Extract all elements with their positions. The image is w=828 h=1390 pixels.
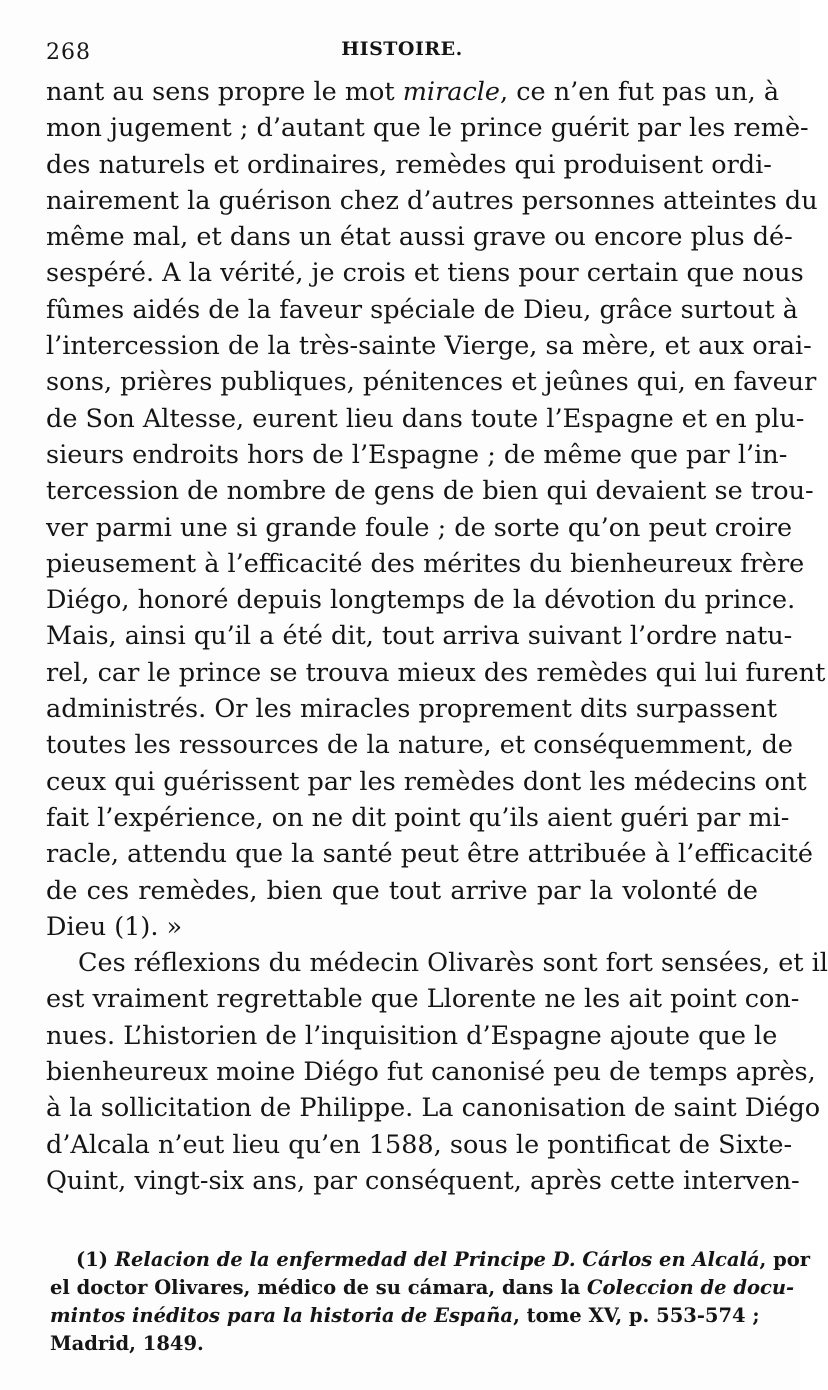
text-line: sieurs endroits hors de l’Espagne ; de même que par l’in- [46, 439, 788, 470]
text-line: d’Alcala n’eut lieu qu’en 1588, sous le pontificat de Sixte- [46, 1129, 793, 1160]
text-line: toutes les ressources de la nature, et conséquemment, de [46, 730, 794, 761]
text-line: fûmes aidés de la faveur spéciale de Dieu, grâce surtout à [46, 294, 798, 325]
text-line: Quint, vingt-six ans, par conséquent, après cette interven- [46, 1165, 800, 1196]
text-line: même mal, et dans un état aussi grave ou encore plus dé- [46, 222, 793, 253]
text-line: ver parmi une si grande foule ; de sorte qu’on peut croire [46, 512, 793, 543]
text-line: Diégo, honoré depuis longtemps de la dévotion du prince. [46, 585, 796, 616]
text-line: l’intercession de la très-sainte Vierge, sa mère, et aux orai- [46, 331, 812, 362]
text-line: bienheureux moine Diégo fut canonisé peu de temps après, [46, 1057, 816, 1088]
text-line: mon jugement ; d’autant que le prince guérit par les remè- [46, 113, 809, 144]
text-line: sons, prières publiques, pénitences et jeûnes qui, en faveur [46, 367, 817, 398]
text-line: sespéré. A la vérité, je crois et tiens pour certain que nous [46, 258, 804, 289]
italic-word: miracle [402, 77, 501, 107]
running-title: HISTOIRE. [341, 38, 463, 60]
text-line: tercession de nombre de gens de bien qui devaient se trou- [46, 476, 814, 507]
footnote-line: mintos inéditos para la historia de España, tome XV, p. 553-574 ; [50, 1304, 760, 1327]
text-line: racle, attendu que la santé peut être attribuée à l’efficacité [46, 839, 813, 870]
text-line: à la sollicitation de Philippe. La canonisation de saint Diégo [46, 1093, 821, 1124]
running-head [46, 36, 758, 66]
text-line: de Son Altesse, eurent lieu dans toute l’Espagne et en plu- [46, 403, 805, 434]
paragraph-start-line: Ces réflexions du médecin Olivarès sont fort sensées, et il [78, 948, 828, 979]
text-line: de ces remèdes, bien que tout arrive par la volonté de [46, 875, 758, 906]
text-line: est vraiment regrettable que Llorente ne les ait point con- [46, 984, 800, 1015]
text-line: pieusement à l’efficacité des mérites du bienheureux frère [46, 548, 805, 579]
text-line: fait l’expérience, on ne dit point qu’ils aient guéri par mi- [46, 802, 790, 833]
text-line: nant au sens propre le mot miracle, ce n’en fut pas un, à [46, 77, 780, 107]
text-line: administrés. Or les miracles proprement dits surpassent [46, 694, 778, 725]
text-line: ceux qui guérissent par les remèdes dont les médecins ont [46, 766, 807, 797]
italic-title: Relacion de la enfermedad del Principe D. Cárlos en Alcalá [114, 1248, 760, 1271]
text-line: Mais, ainsi qu’il a été dit, tout arriva suivant l’ordre natu- [46, 621, 793, 652]
italic-title: mintos inéditos para la historia de España [50, 1304, 514, 1327]
footnotes [50, 1246, 811, 1358]
footnote-line: Madrid, 1849. [50, 1332, 204, 1355]
italic-title: Coleccion de docu- [587, 1276, 795, 1299]
text-line: Dieu (1). » [46, 911, 183, 942]
text-line: nairement la guérison chez d’autres personnes atteintes du [46, 185, 818, 216]
text-line: nues. L’historien de l’inquisition d’Espagne ajoute que le [46, 1020, 778, 1051]
page-number: 268 [46, 40, 91, 65]
text-line: rel, car le prince se trouva mieux des remèdes qui lui furent [46, 657, 826, 688]
footnote-line: (1) Relacion de la enfermedad del Principe D. Cárlos en Alcalá, por [76, 1248, 811, 1271]
body-text [46, 74, 828, 1199]
footnote-line: el doctor Olivares, médico de su cámara, dans la Coleccion de docu- [50, 1276, 795, 1299]
text-line: des naturels et ordinaires, remèdes qui produisent ordi- [46, 149, 772, 180]
